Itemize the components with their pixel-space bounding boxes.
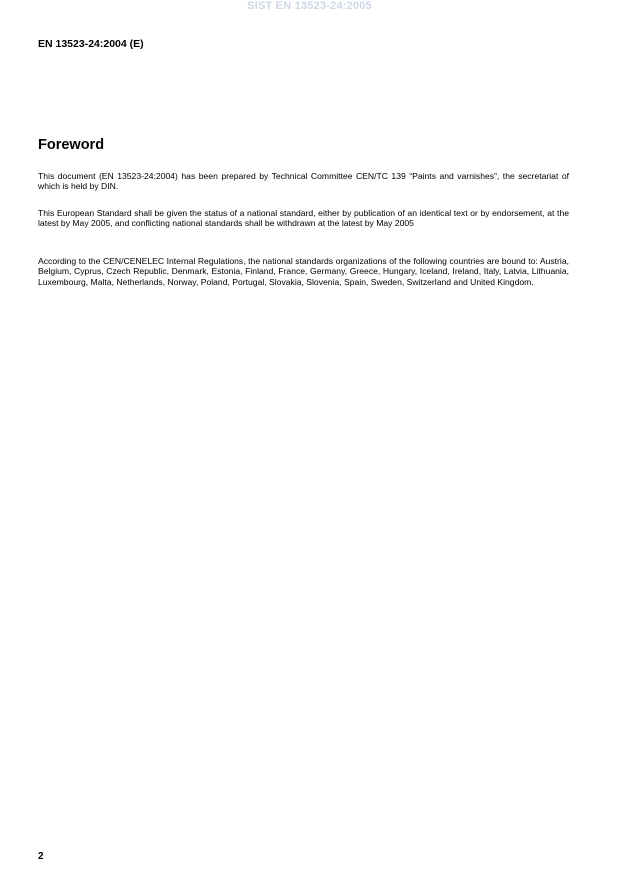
paragraph-status: This European Standard shall be given the status of a national standard, either by publication of an identical text or by endorsement, at the latest by May 2005, and conflicting national standards shall be withdrawn at the latest by May 2005 — [38, 208, 569, 229]
paragraph-regulations: According to the CEN/CENELEC Internal Regulations, the national standards organizations of the following countries are bound to: Austria, Belgium, Cyprus, Czech Republic, Denmark, Estonia, Finland, France, Germany, Greece, Hungary, Iceland, Ireland, Italy, Latvia, Lithuania, Luxembourg, Malta, Netherlands, Norway, Poland, Portugal, Slovakia, Slovenia, Spain, Sweden, Switzerland and United Kingdom. — [38, 256, 569, 287]
section-title: Foreword — [38, 137, 105, 153]
document-id: EN 13523-24:2004 (E) — [38, 38, 144, 50]
watermark-text: SIST EN 13523-24:2005 — [247, 0, 372, 12]
page-number: 2 — [38, 851, 44, 862]
paragraph-committee: This document (EN 13523-24:2004) has been prepared by Technical Committee CEN/TC 139 “Paints and varnishes”, the secretariat of which is held by DIN. — [38, 171, 569, 192]
